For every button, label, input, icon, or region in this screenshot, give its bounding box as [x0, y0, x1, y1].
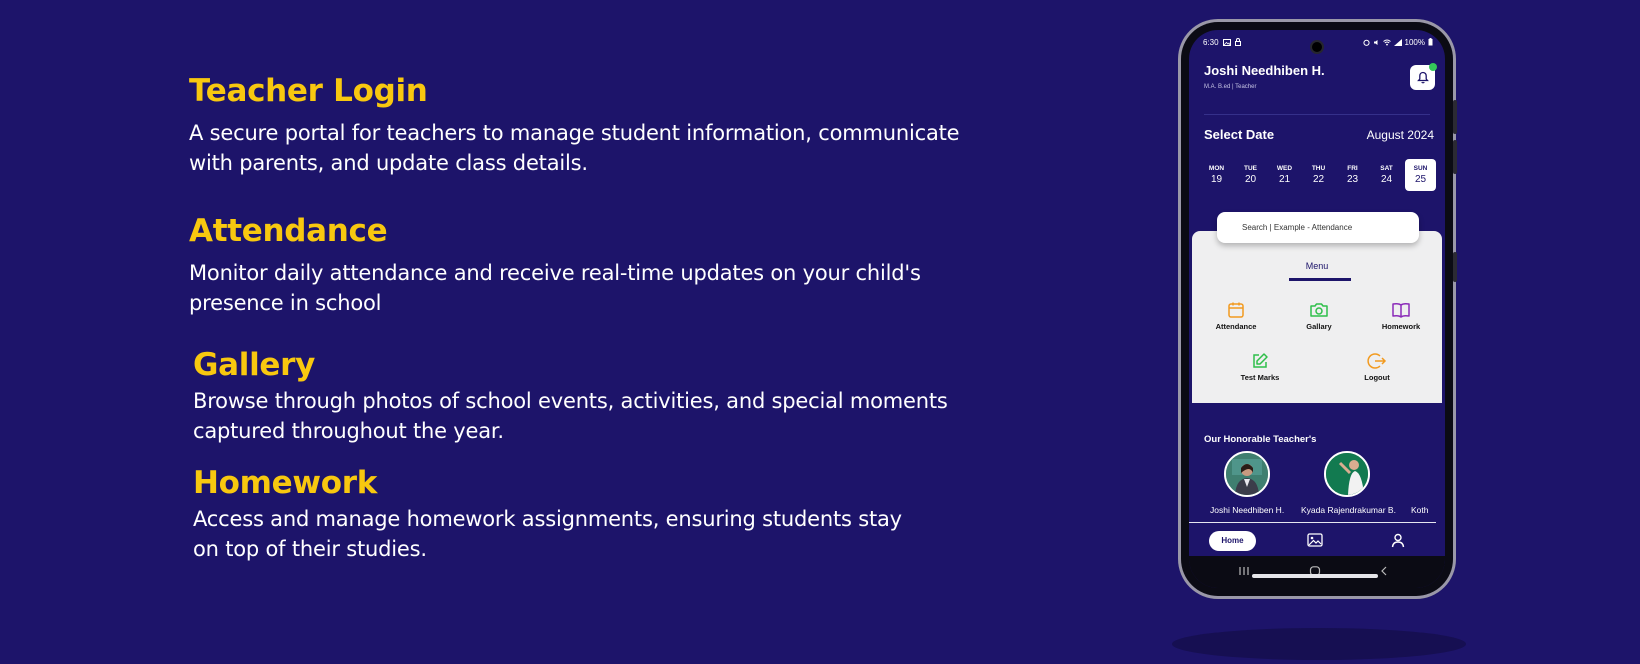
volume-button — [1453, 100, 1457, 134]
day-number: 22 — [1312, 174, 1325, 185]
honorable-teachers-title: Our Honorable Teacher's — [1204, 434, 1317, 445]
day-number: 19 — [1210, 174, 1223, 185]
image-notification-icon — [1223, 39, 1231, 46]
menu-item-label: Test Marks — [1240, 373, 1280, 382]
menu-item-label: Attendance — [1215, 322, 1257, 331]
feature-title: Attendance — [189, 213, 388, 249]
desc-line: Browse through photos of school events, activities, and special moments — [193, 389, 948, 413]
desc-line: A secure portal for teachers to manage student information, communicate — [189, 121, 960, 145]
battery-icon — [1428, 38, 1433, 46]
desc-line: with parents, and update class details. — [189, 151, 588, 175]
date-strip — [1201, 159, 1436, 191]
day-name: WED — [1276, 165, 1293, 172]
battery-percent: 100% — [1404, 37, 1425, 47]
phone-mockup — [1178, 19, 1456, 599]
wifi-icon — [1383, 39, 1391, 46]
feature-description — [193, 504, 993, 564]
nav-home-button[interactable]: Home — [1209, 531, 1256, 551]
teacher-name-caption: Joshi Needhiben H. — [1210, 505, 1285, 515]
back-icon[interactable] — [1379, 566, 1389, 576]
day-name: THU — [1311, 165, 1326, 172]
tab-underline — [1289, 278, 1351, 281]
day-tue[interactable] — [1235, 159, 1266, 191]
menu-item-test-marks[interactable] — [1227, 352, 1293, 382]
camera-icon — [1309, 301, 1329, 319]
menu-item-homework[interactable] — [1368, 301, 1434, 331]
day-name: SUN — [1413, 165, 1428, 172]
desc-line: captured throughout the year. — [193, 419, 504, 443]
notification-dot — [1429, 63, 1437, 71]
header-divider — [1204, 114, 1430, 115]
menu-item-label: Logout — [1364, 373, 1390, 382]
desc-line: Monitor daily attendance and receive real-time updates on your child's — [189, 261, 921, 285]
day-name: MON — [1208, 165, 1225, 172]
notification-button[interactable] — [1410, 65, 1435, 90]
menu-item-gallary[interactable] — [1286, 301, 1352, 331]
day-name: SAT — [1380, 165, 1393, 172]
day-thu[interactable] — [1303, 159, 1334, 191]
menu-item-label: Homework — [1381, 322, 1421, 331]
desc-line: on top of their studies. — [193, 537, 427, 561]
phone-shadow — [1172, 628, 1466, 660]
bottom-navigation — [1189, 523, 1445, 559]
tab-menu[interactable]: Menu — [1305, 261, 1329, 271]
user-icon — [1391, 533, 1405, 548]
mute-icon — [1373, 39, 1380, 46]
book-icon — [1391, 301, 1411, 319]
menu-item-logout[interactable] — [1344, 352, 1410, 382]
select-date-label: Select Date — [1204, 127, 1275, 142]
teacher-qualification: M.A. B.ed | Teacher — [1204, 84, 1257, 90]
day-sun-selected[interactable] — [1405, 159, 1436, 191]
day-number: 24 — [1380, 174, 1393, 185]
lock-notification-icon — [1235, 38, 1241, 46]
feature-description — [189, 118, 1049, 178]
status-time: 6:30 — [1203, 37, 1219, 47]
feature-description — [189, 258, 1009, 318]
desc-line: presence in school — [189, 291, 382, 315]
logout-icon — [1367, 352, 1387, 370]
teacher-name-caption: Kyada Rajendrakumar B. — [1301, 505, 1396, 515]
feature-gallery — [193, 346, 1023, 446]
feature-title: Gallery — [193, 347, 316, 383]
feature-title: Homework — [193, 465, 378, 501]
day-number: 21 — [1278, 174, 1291, 185]
nav-profile-button[interactable] — [1391, 533, 1405, 553]
desc-line: Access and manage homework assignments, ensuring students stay — [193, 507, 902, 531]
day-wed[interactable] — [1269, 159, 1300, 191]
teacher-avatar[interactable] — [1224, 451, 1270, 497]
day-name: TUE — [1244, 165, 1257, 172]
recents-icon[interactable] — [1238, 566, 1250, 576]
day-number: 25 — [1414, 174, 1427, 185]
month-label[interactable]: August 2024 — [1366, 128, 1434, 142]
volume-button — [1453, 140, 1457, 174]
power-button — [1453, 252, 1457, 282]
alarm-icon — [1363, 39, 1370, 46]
signal-icon — [1394, 39, 1402, 46]
day-name: FRI — [1347, 165, 1358, 172]
gallery-icon — [1307, 533, 1323, 547]
day-mon[interactable] — [1201, 159, 1232, 191]
nav-gallery-button[interactable] — [1307, 533, 1323, 552]
day-number: 20 — [1244, 174, 1257, 185]
feature-title: Teacher Login — [189, 73, 428, 109]
menu-card — [1192, 231, 1442, 403]
search-input[interactable]: Search | Example - Attendance — [1217, 212, 1419, 243]
menu-item-attendance[interactable] — [1203, 301, 1269, 331]
bell-icon — [1417, 71, 1429, 84]
teacher-name-caption: Koth — [1411, 505, 1429, 515]
teacher-avatar[interactable] — [1324, 451, 1370, 497]
edit-icon — [1251, 352, 1269, 370]
feature-homework — [193, 464, 993, 564]
menu-item-label: Gallary — [1306, 322, 1332, 331]
day-number: 23 — [1346, 174, 1359, 185]
feature-teacher-login — [189, 72, 1049, 178]
feature-description — [193, 386, 1023, 446]
day-sat[interactable] — [1371, 159, 1402, 191]
phone-bezel — [1181, 22, 1453, 596]
teacher-portrait — [1326, 453, 1368, 495]
calendar-icon — [1227, 301, 1245, 319]
day-fri[interactable] — [1337, 159, 1368, 191]
app-screen — [1189, 30, 1445, 588]
teacher-name: Joshi Needhiben H. — [1204, 63, 1325, 78]
gesture-home-bar[interactable] — [1252, 574, 1378, 578]
feature-attendance — [189, 212, 1009, 318]
teacher-portrait — [1226, 453, 1268, 495]
front-camera — [1310, 40, 1324, 54]
system-navigation-bar — [1189, 556, 1445, 588]
